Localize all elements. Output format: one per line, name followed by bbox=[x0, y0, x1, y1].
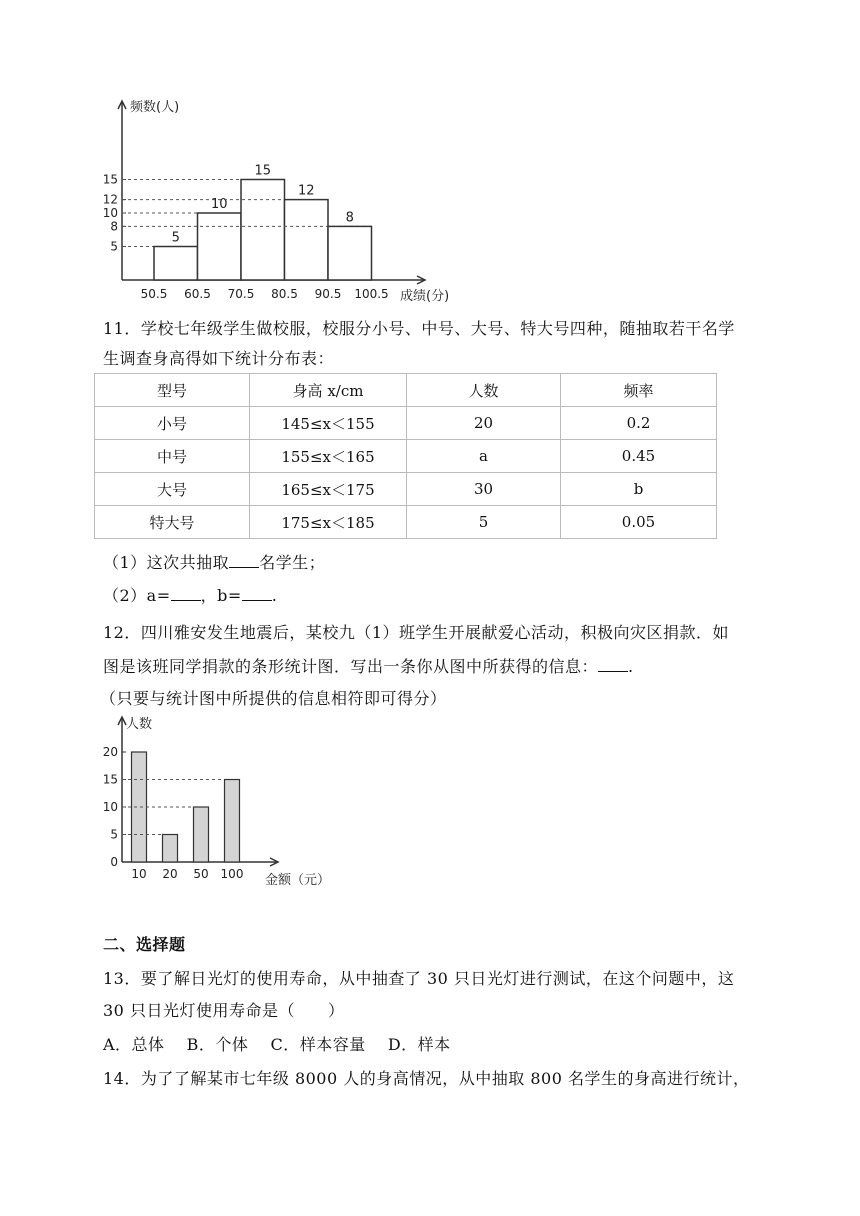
histogram-bar bbox=[154, 247, 198, 281]
bar bbox=[132, 752, 147, 862]
x-tick-label: 50.5 bbox=[140, 287, 168, 301]
table-cell: 175≤x＜185 bbox=[250, 506, 407, 539]
bar-value-label: 10 bbox=[210, 197, 228, 212]
height-distribution-table bbox=[94, 373, 717, 539]
table-header: 型号 bbox=[95, 374, 250, 407]
bar-value-label: 5 bbox=[171, 230, 180, 246]
table-header: 人数 bbox=[407, 374, 561, 407]
q11-sub1 bbox=[103, 550, 325, 573]
q11-sub2-text-c: . bbox=[271, 586, 278, 605]
y-tick-label: 10 bbox=[102, 206, 118, 220]
x-tick-label: 50 bbox=[193, 867, 209, 881]
answer-blank bbox=[229, 553, 259, 568]
x-axis-label: 成绩(分) bbox=[400, 289, 450, 304]
bar bbox=[163, 835, 178, 863]
y-axis-label: 人数 bbox=[126, 717, 153, 732]
y-tick-label: 15 bbox=[102, 772, 118, 787]
q14-line1: 14．为了了解某市七年级 8000 人的身高情况，从中抽取 800 名学生的身高进行统计， bbox=[103, 1069, 750, 1088]
answer-blank bbox=[171, 586, 201, 601]
histogram-bar bbox=[285, 200, 329, 280]
y-tick-label: 10 bbox=[102, 800, 118, 814]
table-cell: 特大号 bbox=[95, 506, 250, 539]
y-tick-label: 12 bbox=[102, 192, 118, 207]
y-tick-label: 8 bbox=[110, 219, 118, 234]
bar bbox=[225, 780, 240, 863]
table-cell: 165≤x＜175 bbox=[250, 473, 407, 506]
answer-blank bbox=[242, 586, 272, 601]
q12-line2-text: 图是该班同学捐款的条形统计图．写出一条你从图中所获得的信息： bbox=[103, 657, 599, 676]
table-cell: 0.45 bbox=[561, 440, 717, 473]
q13-line2: 30 只日光灯使用寿命是（ ） bbox=[103, 1001, 345, 1020]
q11-sub1-text-a: （1）这次共抽取 bbox=[103, 553, 230, 572]
q11-sub2-text-b: ，b= bbox=[200, 586, 242, 605]
table-row bbox=[95, 407, 717, 440]
histogram-bar bbox=[328, 226, 372, 280]
q11-line2: 生调查身高得如下统计分布表： bbox=[103, 349, 335, 368]
table-cell: 0.2 bbox=[561, 407, 717, 440]
table-cell: 小号 bbox=[95, 407, 250, 440]
table-header-row bbox=[95, 374, 717, 407]
q11-line1: 11．学校七年级学生做校服，校服分小号、中号、大号、特大号四种，随抽取若干名学 bbox=[103, 319, 735, 338]
x-tick-label: 60.5 bbox=[184, 287, 211, 301]
table-cell: 5 bbox=[407, 506, 561, 539]
q11-sub2-text-a: （2）a= bbox=[103, 586, 171, 605]
x-tick-label: 100.5 bbox=[354, 287, 389, 301]
table-cell: 中号 bbox=[95, 440, 250, 473]
x-axis-label: 金额（元） bbox=[265, 873, 331, 888]
donation-bar-chart bbox=[100, 712, 350, 892]
y-tick-label: 20 bbox=[102, 745, 118, 759]
q11-sub1-text-b: 名学生； bbox=[259, 553, 326, 572]
table-cell: 20 bbox=[407, 407, 561, 440]
q12-line3: （只要与统计图中所提供的信息相符即可得分） bbox=[100, 689, 447, 708]
x-tick-label: 10 bbox=[131, 867, 147, 881]
q12-line2-end: . bbox=[628, 657, 634, 676]
answer-blank bbox=[598, 657, 628, 672]
x-tick-label: 70.5 bbox=[227, 287, 255, 301]
q13-options: A．总体 B．个体 C．样本容量 D．样本 bbox=[103, 1035, 451, 1054]
q13-line1: 13．要了解日光灯的使用寿命，从中抽查了 30 只日光灯进行测试，在这个问题中，这 bbox=[103, 969, 735, 988]
table-cell: b bbox=[561, 473, 717, 506]
table-cell: 0.05 bbox=[561, 506, 717, 539]
q12-line2 bbox=[103, 654, 634, 677]
y-tick-label: 5 bbox=[110, 239, 118, 254]
bar-value-label: 12 bbox=[297, 183, 315, 199]
table-header: 频率 bbox=[561, 374, 717, 407]
q11-sub2 bbox=[103, 583, 277, 606]
bar bbox=[194, 807, 209, 862]
table-cell: 145≤x＜155 bbox=[250, 407, 407, 440]
x-tick-label: 100 bbox=[220, 867, 244, 881]
table-cell: 155≤x＜165 bbox=[250, 440, 407, 473]
y-tick-label: 15 bbox=[102, 172, 118, 187]
q12-line1: 12．四川雅安发生地震后，某校九（1）班学生开展献爱心活动，积极向灾区捐款．如 bbox=[103, 623, 730, 642]
section-title: 二、选择题 bbox=[103, 935, 186, 954]
table-cell: 30 bbox=[407, 473, 561, 506]
bar-value-label: 15 bbox=[254, 163, 272, 179]
x-tick-label: 20 bbox=[162, 867, 178, 881]
y-axis-label: 频数(人) bbox=[130, 100, 180, 115]
table-row bbox=[95, 473, 717, 506]
histogram-bar bbox=[241, 180, 285, 281]
histogram-bar bbox=[198, 213, 242, 280]
table-cell: 大号 bbox=[95, 473, 250, 506]
bar-value-label: 8 bbox=[345, 210, 354, 226]
table-row bbox=[95, 440, 717, 473]
y-tick-label: 0 bbox=[110, 855, 118, 869]
y-tick-label: 5 bbox=[110, 827, 118, 842]
x-tick-label: 80.5 bbox=[271, 287, 298, 301]
histogram-chart bbox=[100, 95, 460, 310]
x-tick-label: 90.5 bbox=[314, 287, 342, 301]
table-header: 身高 x/cm bbox=[250, 374, 407, 407]
table-cell: a bbox=[407, 440, 561, 473]
table-row bbox=[95, 506, 717, 539]
